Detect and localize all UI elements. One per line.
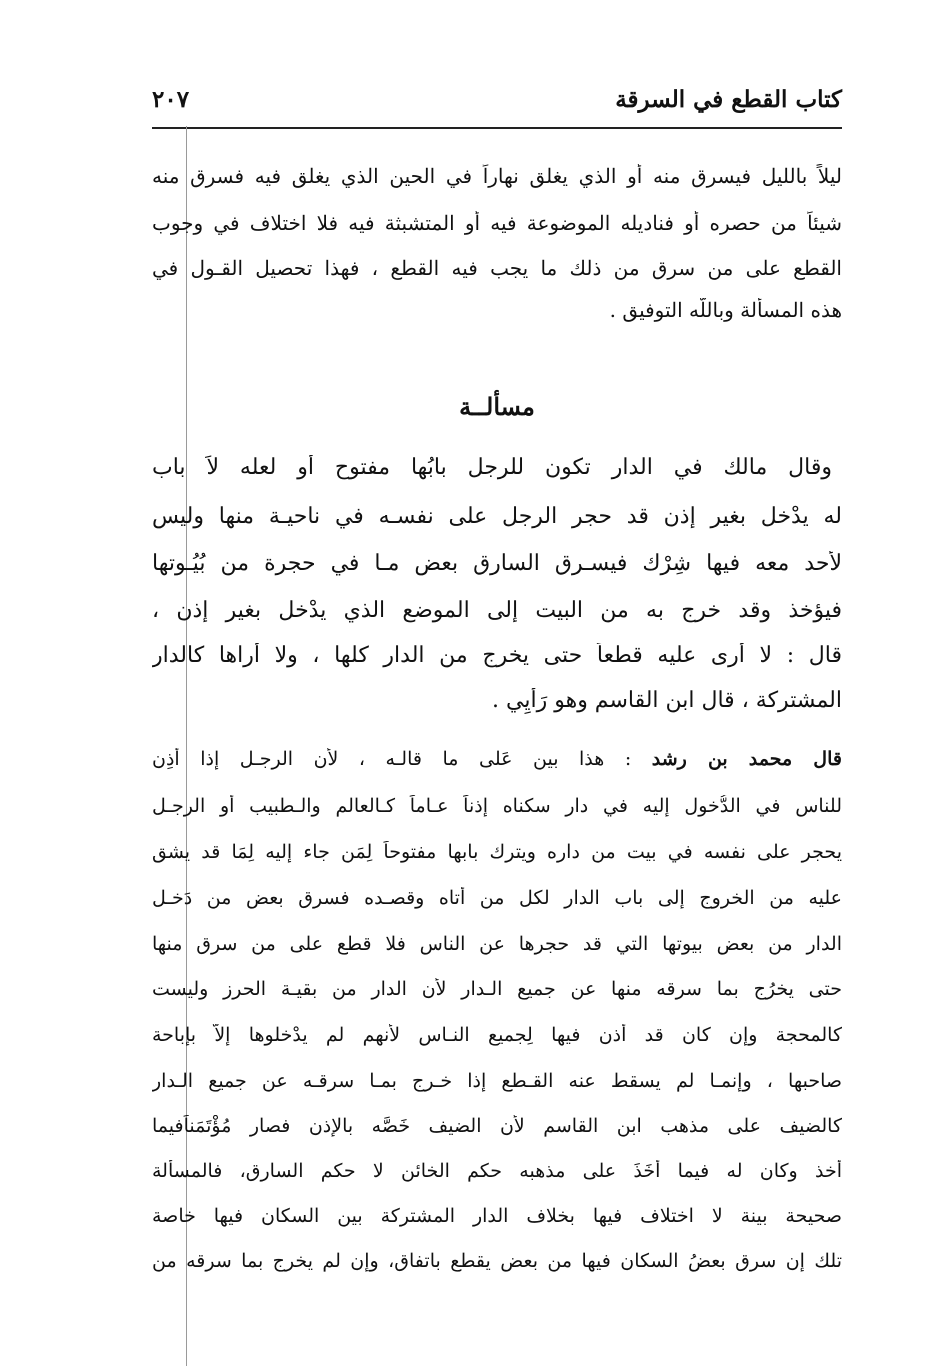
paragraph-3-line-9: كالضيف على مذهب ابن القاسم لأن الضيف خَصَّه بالإذن فصار مُؤْتَمَناًفيما xyxy=(152,1115,842,1137)
paragraph-3-line-2: للناس في الدُّخول إليه في دار سكناه إذناً عـاماً كـالعالم والـطبيب أو الرجـل xyxy=(152,795,842,817)
section-heading: مسألــة xyxy=(459,392,535,421)
paragraph-3-line-7: كالمحجة وإن كان قد أذن فيها لِجميع النـاس لأنهم لم يدْخلوها إلاّ بإباحة xyxy=(152,1024,842,1046)
paragraph-1-line-2: شيئاً من حصره أو فناديله الموضوعة فيه أو المتشبثة فيه فلا اختلاف في وجوب xyxy=(152,211,842,235)
paragraph-3-line-11: صحيحة بينة لا اختلاف فيها بخلاف الدار المشتركة بين السكان فيها خاصة xyxy=(152,1205,842,1227)
paragraph-3-line-5: الدار من بعض بيوتها التي قد حجرها عن الناس فلا قطع على من سرق منها xyxy=(152,933,842,955)
paragraph-3-line-1 xyxy=(152,748,842,771)
paragraph-3-line-3: يحجر على نفسه في بيت من داره ويترك بابها مفتوحاً لِمَن جاء إليه لِمَا قد يشق xyxy=(152,841,842,863)
running-title: كتاب القطع في السرقة xyxy=(615,86,842,113)
paragraph-3-line-4: عليه من الخروج إلى باب الدار لكل من أتاه وقصـده فسرق بعض من دَخـل xyxy=(152,887,842,909)
paragraph-3-line-12: تلك إن سرق بعضُ السكان فيها من بعض يقطع باتفاق، وإن لم يخرج بما سرقه من xyxy=(152,1250,842,1272)
paragraph-3-line-8: صاحبها ، وإنمـا لم يسقط عنه القـطع إذا خـرج بمـا سرقـه عن جميع الـدار xyxy=(152,1070,842,1092)
paragraph-2-line-5: قال : لا أرى عليه قطعاً حتى يخرج من الدار كلها ، ولا أراها كالدار xyxy=(152,643,842,668)
paragraph-2-line-2: له يدْخل بغير إذن قد حجر الرجل على نفسـه في ناحيـة منها وليس xyxy=(152,504,842,529)
paragraph-3-line-10: أخذ وكان له فيما أَخَذَ على مذهبه حكم الخائن لا حكم السارق، فالمسألة xyxy=(152,1160,842,1182)
paragraph-2-line-6: المشتركة ، قال ابن القاسم وهو رَأْيِي . xyxy=(492,688,842,713)
paragraph-3-line-1-rest: : هذا بين عَلى ما قالـه ، لأن الرجـل إذا أذِن xyxy=(152,748,652,770)
paragraph-3-line-6: حتى يخرُج بما سرقه منها عن جميع الـدار لأن الدار من بقيـة الحرز وليست xyxy=(152,978,842,1000)
paragraph-1-line-3: القطع على من سرق من ذلك ما يجب فيه القطع ، فهذا تحصيل القـول في xyxy=(152,256,842,280)
paragraph-1-line-1: ليلاً بالليل فيسرق منه أو الذي يغلق نهاراً في الحين الذي يغلق فيه فسرق منه xyxy=(152,164,842,188)
paragraph-2-line-4: فيؤخذ وقد خرج به من البيت إلى الموضع الذي يدْخل بغير إذن ، xyxy=(152,598,842,623)
paragraph-1-line-4: هذه المسألة وباللّه التوفيق . xyxy=(609,298,842,322)
paragraph-2-line-3: لأحد معه فيها شِرْك فيسـرق السارق بعض مـا في حجرة من بُيُـوتها xyxy=(152,551,842,576)
header-rule xyxy=(152,127,842,129)
page-number: ٢٠٧ xyxy=(152,86,190,113)
page-header xyxy=(152,86,842,126)
author-lead: قال محمد بن رشد xyxy=(651,748,842,770)
paragraph-2-line-1: وقال مالك في الدار تكون للرجل بابُها مفتوح أو لعله لاَ باب xyxy=(152,455,832,480)
